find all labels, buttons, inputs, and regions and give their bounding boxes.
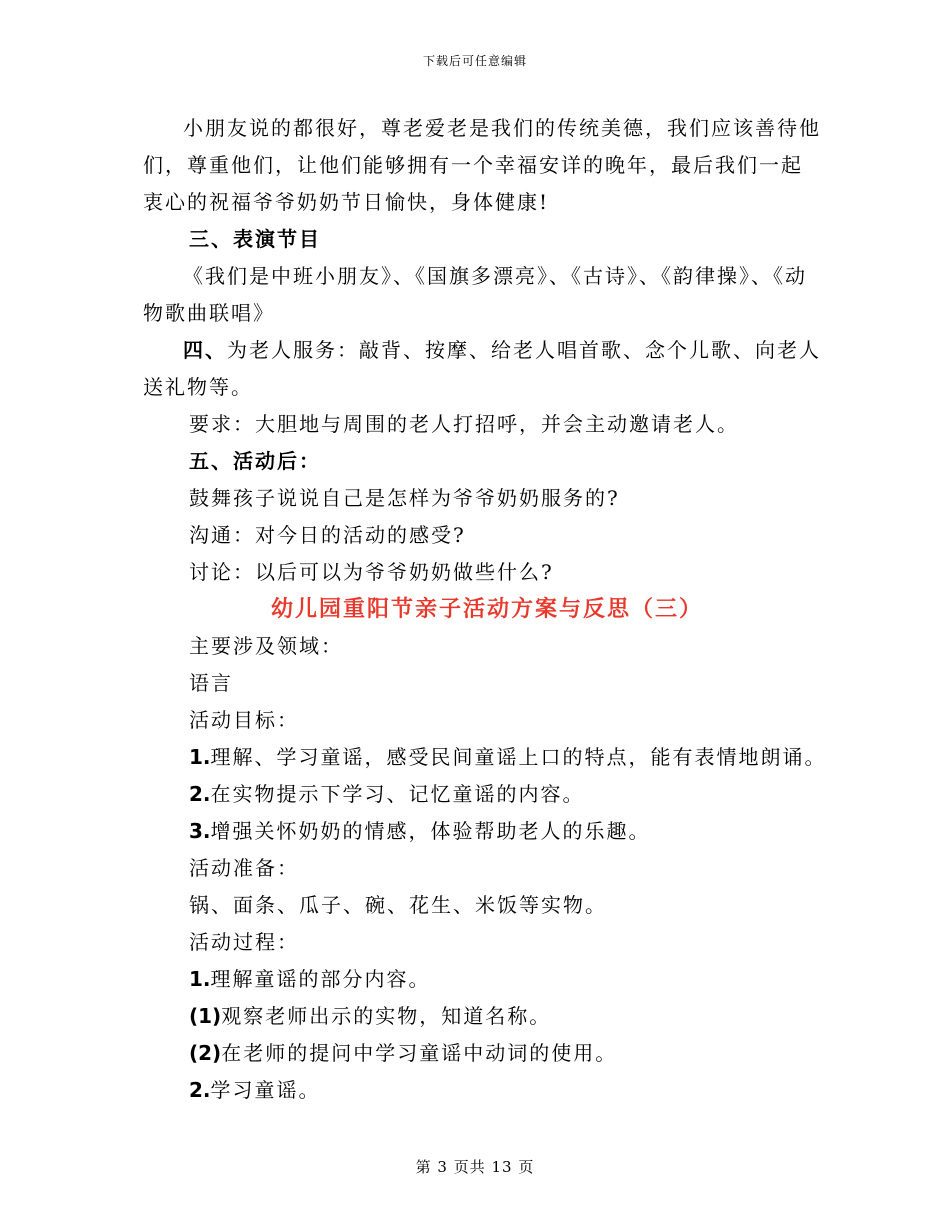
service-text: 为老人服务：敲背、按摩、给老人唱首歌、念个儿歌、向老人送礼物等。: [143, 338, 821, 399]
heading-performance: 三、表演节目: [189, 227, 321, 251]
section-title: 幼儿园重阳节亲子活动方案与反思（三）: [270, 596, 703, 622]
goals-label: 活动目标：: [189, 708, 299, 732]
step-text: 理解童谣的部分内容。: [210, 967, 431, 991]
step-number: 2.: [189, 1078, 211, 1102]
heading-after-activity: 五、活动后：: [189, 449, 321, 473]
substep-number: (2): [189, 1041, 222, 1065]
substep-text: 观察老师出示的实物，知道名称。: [221, 1004, 552, 1028]
substep-text: 在老师的提问中学习童谣中动词的使用。: [221, 1041, 618, 1065]
step-text: 学习童谣。: [210, 1078, 321, 1102]
after-item-3: 讨论：以后可以为爷爷奶奶做些什么?: [189, 560, 554, 584]
process-substep-2: [143, 1035, 823, 1072]
process-step-2: [143, 1072, 823, 1109]
goal-number: 1.: [189, 745, 211, 769]
step-number: 1.: [189, 967, 211, 991]
process-label: 活动过程：: [189, 930, 299, 954]
after-item-1: 鼓舞孩子说说自己是怎样为爷爷奶奶服务的?: [189, 486, 620, 510]
process-substep-1: [143, 998, 823, 1035]
closing-paragraph: 小朋友说的都很好，尊老爱老是我们的传统美德，我们应该善待他们，尊重他们，让他们能够拥有一个幸福安详的晚年，最后我们一起衷心的祝福爷爷奶奶节日愉快，身体健康!: [143, 116, 821, 214]
goal-text: 增强关怀奶奶的情感，体验帮助老人的乐趣。: [210, 819, 651, 843]
goal-text: 理解、学习童谣，感受民间童谣上口的特点，能有表情地朗诵。: [210, 745, 827, 769]
heading-service-label: 四、: [183, 338, 227, 362]
process-step-1: [143, 961, 823, 998]
domain-label: 主要涉及领域：: [189, 634, 343, 658]
goal-item-1: [143, 739, 827, 776]
after-item-2: 沟通：对今日的活动的感受?: [189, 523, 466, 547]
goal-item-3: [143, 813, 823, 850]
requirement-line: 要求：大胆地与周围的老人打招呼，并会主动邀请老人。: [189, 412, 739, 436]
goal-number: 3.: [189, 819, 211, 843]
goal-number: 2.: [189, 782, 211, 806]
substep-number: (1): [189, 1004, 222, 1028]
domain-value: 语言: [189, 671, 233, 695]
page-header: 下载后可任意编辑: [422, 54, 527, 68]
prep-value: 锅、面条、瓜子、碗、花生、米饭等实物。: [189, 893, 607, 917]
prep-label: 活动准备：: [189, 856, 299, 880]
service-paragraph: [143, 332, 823, 406]
document-body: [143, 110, 827, 1109]
programs-paragraph: 《我们是中班小朋友》、《国旗多漂亮》、《古诗》、《韵律操》、《动物歌曲联唱》: [143, 264, 807, 325]
goal-item-2: [143, 776, 823, 813]
page-footer: 第 3 页共 13 页: [415, 1158, 535, 1176]
goal-text: 在实物提示下学习、记忆童谣的内容。: [210, 782, 585, 806]
